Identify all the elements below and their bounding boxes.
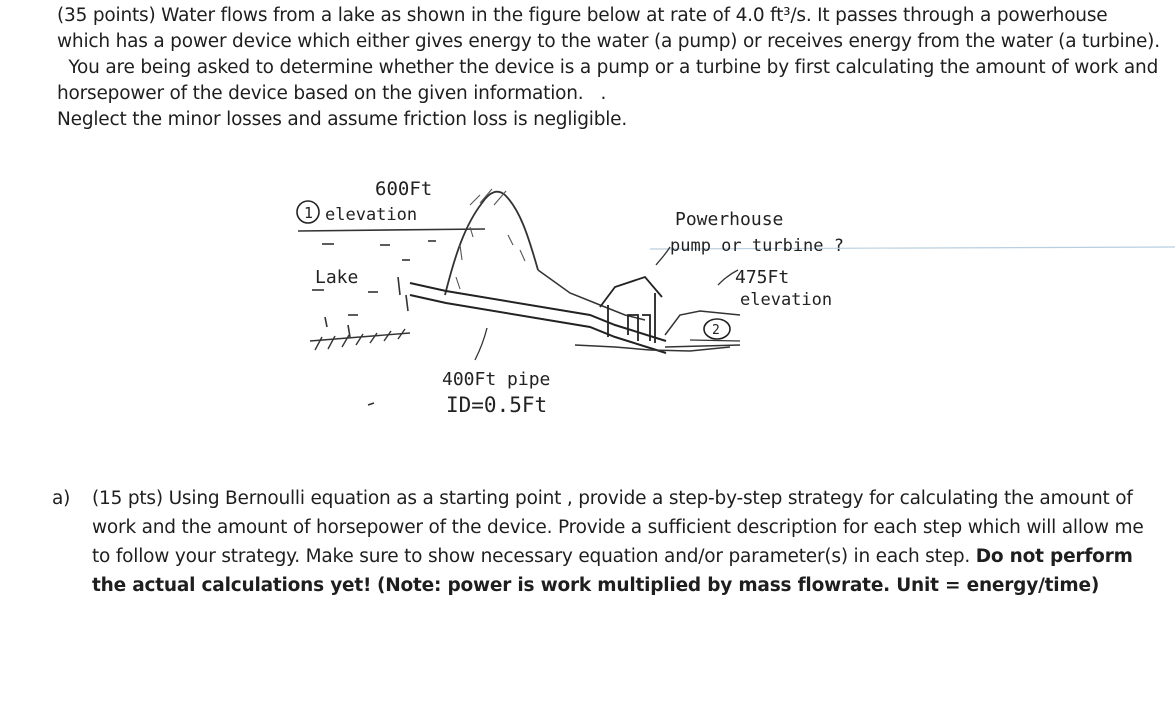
part-a-question [52,484,1162,600]
problem-text-3: Neglect the minor losses and assume friction loss is negligible. [57,109,628,130]
powerhouse-question: pump or turbine ? [670,236,844,256]
problem-points: (35 points) [57,5,156,26]
point-2-elevation-word: elevation [740,290,833,310]
outflow-channel-top [665,311,740,335]
powerhouse-leader [656,247,670,265]
point-2-elevation-value: 475Ft [735,267,790,288]
problem-trailing-dot: . [600,83,607,104]
part-a-bold-note: (Note: power is work multiplied by mass flowrate. Unit = energy/time) [376,575,1100,596]
point-2-marker: 2 [712,323,720,338]
part-a-points: (15 pts) [92,488,163,509]
lake-bottom-hatch [310,329,410,350]
part-a-label: a) [52,488,71,509]
pipe-leader [475,328,487,360]
pipe-diameter-label: ID=0.5Ft [446,393,548,417]
sketch-svg [270,165,1175,435]
pipe-length-label: 400Ft pipe [442,369,551,390]
powerhouse-label: Powerhouse [675,209,784,230]
problem-text-1: Water flows from a lake as shown in the figure below at rate of 4.0 ft³/s. It passes through a powerhouse which has a power device which either gives energy to the water (a pump) or receives energy from the water (a turbine). [57,5,1160,52]
problem-statement [57,3,1162,133]
lake-water-dashes [312,241,436,405]
point-1-elevation-value: 600Ft [375,178,433,200]
outflow-water-line [690,340,740,341]
part-a-text: Using Bernoulli equation as a starting point , provide a step-by-step strategy for calculating the amount of work and the amount of horsepower of the device. Provide a sufficient description for each step which will allow me to follow your strategy. Make sure to show necessary equation and/or parameter(s) in each step. [92,488,1144,567]
lake-powerhouse-sketch [270,165,1175,435]
problem-text-2: You are being asked to determine whether the device is a pump or a turbine by first calculating the amount of work and horsepower of the device based on the given information. [57,57,1159,104]
ground-line [538,270,645,320]
mountain-outline [445,192,538,295]
point-1-marker: 1 [304,204,314,222]
lake-surface-line [298,229,485,231]
point-1-elevation-word: elevation [325,205,418,225]
powerhouse-building [600,277,662,343]
mountain-hatch [456,189,525,289]
part-a-body [92,484,1162,600]
part-a-bold-warning: Do not perform the actual calculations yet! [92,546,1133,596]
lake-label: Lake [315,267,359,288]
